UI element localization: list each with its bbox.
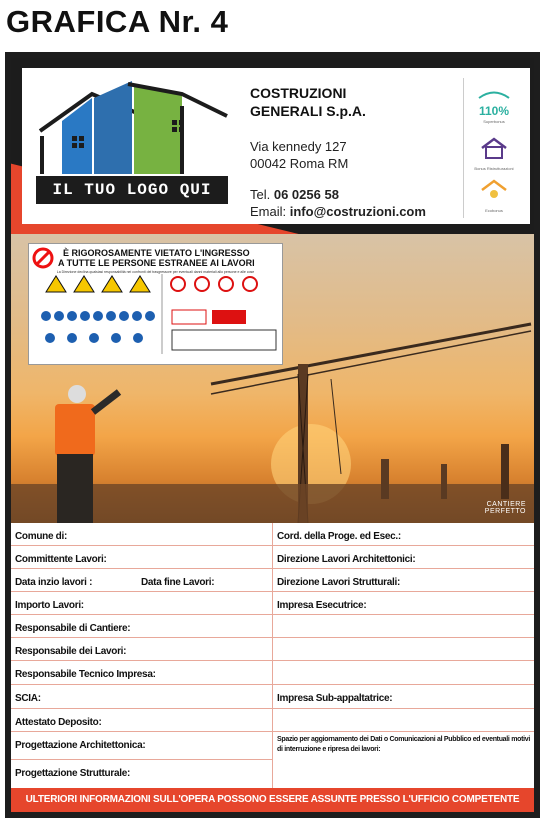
superbonus-label: 110% [478,104,510,118]
sign-title-line1: È RIGOROSAMENTE VIETATO L'INGRESSO [63,248,250,258]
ristrutturazioni-badge [464,136,524,171]
safety-pictograms-icon [32,274,279,354]
table-row [11,592,534,615]
field-scia: SCIA: [15,693,41,704]
field-cord-prog: Cord. della Proge. ed Esec.: [277,531,401,542]
superbonus-arc-icon [474,89,514,99]
house-sun-icon [479,178,509,202]
company-name-line1: COSTRUZIONI [250,85,347,101]
no-entry-sign [28,243,283,365]
field-data-inizio: Data inzio lavori : [15,577,93,588]
field-resp-lavori: Responsabile dei Lavori: [15,646,127,657]
page-title: GRAFICA Nr. 4 [6,4,229,39]
sign-inner [11,58,534,812]
construction-photo [11,234,534,523]
address-city: 00042 Roma RM [250,156,349,171]
company-name-line2: GENERALI S.p.A. [250,103,366,119]
field-attestato: Attestato Deposito: [15,717,102,728]
bonus-badges [463,78,523,218]
house-purple-icon [479,136,509,160]
table-row [11,732,534,788]
field-impresa-esec: Impresa Esecutrice: [277,600,367,611]
table-row [11,615,534,638]
footer-banner: ULTERIORI INFORMAZIONI SULL'OPERA POSSONO ESSERE ASSUNTE PRESSO L'UFFICIO COMPETENTE [11,788,534,812]
logo-caption: IL TUO LOGO QUI [52,181,212,199]
tel-label: Tel. [250,187,271,202]
table-row [11,661,534,685]
superbonus-badge [464,86,524,124]
ecobonus-badge [464,178,524,213]
field-comune: Comune di: [15,531,67,542]
table-row [11,709,534,732]
header [11,58,534,234]
field-committente: Committente Lavori: [15,554,107,565]
photo-watermark [485,501,526,515]
field-resp-cantiere: Responsabile di Cantiere: [15,623,131,634]
field-importo: Importo Lavori: [15,600,84,611]
company-logo [32,76,232,216]
sign-header [32,247,279,269]
table-row [11,638,534,661]
sign-subtitle: La Direzione declina qualsiasi responsabilità nei confronti del trasgressore per eventuali danni materiali allo persone e alle cose [56,270,255,274]
field-dir-arch: Direzione Lavori Architettonici: [277,554,416,565]
table-row [11,569,534,592]
header-card [22,68,530,224]
ristrutturazioni-sub: Bonus Ristrutturazioni [474,166,514,171]
field-prog-strutt: Progettazione Strutturale: [15,768,130,779]
superbonus-sub: Superbonus [483,119,505,124]
email-label: Email: [250,204,287,219]
table-row [11,523,534,546]
company-address [250,138,348,172]
company-name [250,84,366,120]
table-row [11,685,534,709]
company-contact [250,186,426,220]
phone-line [250,186,426,203]
field-dir-strutt: Direzione Lavori Strutturali: [277,577,400,588]
table-row [11,546,534,569]
email-value: info@costruzioni.com [289,204,426,219]
sign-title-line2: A TUTTE LE PERSONE ESTRANEE AI LAVORI [58,258,255,268]
watermark-line1: CANTIERE [486,501,526,508]
tel-value: 06 0256 58 [273,187,339,202]
email-line [250,203,426,220]
field-prog-arch: Progettazione Architettonica: [15,740,146,751]
project-info-table [11,523,534,788]
field-resp-tecnico: Responsabile Tecnico Impresa: [15,669,156,680]
construction-sign-panel [5,52,540,818]
address-street: Via kennedy 127 [250,139,347,154]
watermark-line2: PERFETTO [484,508,526,515]
field-data-fine: Data fine Lavori: [141,577,215,588]
field-spazio-note: Spazio per aggiornamento dei Dati o Comunicazioni al Pubblico ed eventuali motivi di interruzione e ripresa dei lavori: [277,736,531,753]
field-impresa-sub: Impresa Sub-appaltatrice: [277,693,393,704]
ecobonus-sub: Ecobonus [485,208,503,213]
no-entry-icon [32,247,54,269]
